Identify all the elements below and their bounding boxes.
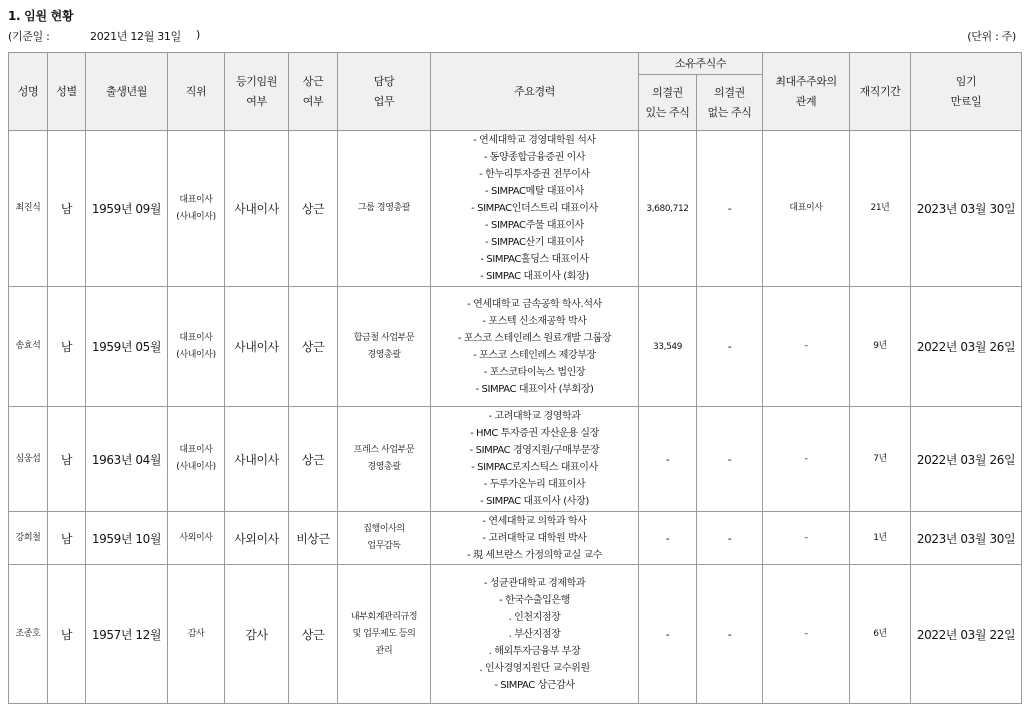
cell-position: 사외이사 [168, 512, 225, 565]
cell-term: 2022년 03월 26일 [911, 407, 1022, 512]
cell-relation: - [763, 287, 850, 407]
cell-duty: 내부회계관리규정 및 업무제도 등의 관리 [338, 565, 431, 704]
cell-tenure: 21년 [850, 131, 911, 287]
header-tenure: 재직기간 [850, 53, 911, 131]
cell-gender: 남 [48, 287, 86, 407]
cell-career: - 연세대학교 금속공학 학사.석사 - 포스텍 신소재공학 박사 - 포스코 스테인레스 원료개발 그룹장 - 포스코 스테인레스 제강부장 - 포스코타이녹스 법인장 - SIMPAC 대표이사 (부회장) [431, 287, 639, 407]
header-term: 임기 만료일 [911, 53, 1022, 131]
executive-table [8, 52, 1022, 704]
cell-position: 대표이사 (사내이사) [168, 407, 225, 512]
base-date [8, 28, 200, 44]
table-row [9, 565, 1022, 704]
cell-tenure: 1년 [850, 512, 911, 565]
cell-registered: 사외이사 [225, 512, 289, 565]
cell-name: 조종호 [9, 565, 48, 704]
cell-relation: 대표이사 [763, 131, 850, 287]
cell-position: 대표이사 (사내이사) [168, 131, 225, 287]
cell-career: - 성균관대학교 경제학과 - 한국수출입은행 . 인천지점장 . 부산지점장 . 해외투자금융부 부장 . 인사경영지원단 교수위원 - SIMPAC 상근감사 [431, 565, 639, 704]
cell-fulltime: 비상근 [289, 512, 338, 565]
cell-career: - 연세대학교 의학과 학사 - 고려대학교 대학원 박사 - 現 세브란스 가정의학교실 교수 [431, 512, 639, 565]
cell-name: 송효석 [9, 287, 48, 407]
table-row [9, 287, 1022, 407]
cell-name: 심웅섭 [9, 407, 48, 512]
unit-label: (단위 : 주) [967, 30, 1016, 43]
base-date-close: ) [196, 28, 200, 41]
cell-gender: 남 [48, 131, 86, 287]
cell-voting: - [639, 512, 697, 565]
cell-tenure: 7년 [850, 407, 911, 512]
cell-fulltime: 상근 [289, 287, 338, 407]
cell-name: 강희철 [9, 512, 48, 565]
cell-voting: 33,549 [639, 287, 697, 407]
base-date-value: 2021년 12월 31일 [90, 30, 181, 43]
cell-nonvoting: - [697, 287, 763, 407]
cell-nonvoting: - [697, 131, 763, 287]
cell-relation: - [763, 565, 850, 704]
cell-duty: 합금철 사업부문 경영총괄 [338, 287, 431, 407]
header-shares: 소유주식수 [639, 53, 763, 75]
cell-birth: 1959년 05월 [86, 287, 168, 407]
header-nonvoting: 의결권 없는 주식 [697, 75, 763, 131]
cell-term: 2023년 03월 30일 [911, 512, 1022, 565]
cell-nonvoting: - [697, 512, 763, 565]
cell-fulltime: 상근 [289, 407, 338, 512]
cell-nonvoting: - [697, 565, 763, 704]
header-relation: 최대주주와의 관계 [763, 53, 850, 131]
header-name: 성명 [9, 53, 48, 131]
header-duty: 담당 업무 [338, 53, 431, 131]
cell-tenure: 6년 [850, 565, 911, 704]
cell-fulltime: 상근 [289, 131, 338, 287]
table-row [9, 131, 1022, 287]
cell-relation: - [763, 407, 850, 512]
cell-birth: 1959년 10월 [86, 512, 168, 565]
cell-position: 대표이사 (사내이사) [168, 287, 225, 407]
cell-name: 최진식 [9, 131, 48, 287]
cell-relation: - [763, 512, 850, 565]
cell-birth: 1959년 09월 [86, 131, 168, 287]
cell-registered: 감사 [225, 565, 289, 704]
cell-voting: 3,680,712 [639, 131, 697, 287]
cell-career: - 고려대학교 경영학과 - HMC 투자증권 자산운용 실장 - SIMPAC 경영지원/구매부문장 - SIMPAC로지스틱스 대표이사 - 두루가온누리 대표이사 - SIMPAC 대표이사 (사장) [431, 407, 639, 512]
cell-term: 2023년 03월 30일 [911, 131, 1022, 287]
cell-duty: 프레스 사업부문 경영총괄 [338, 407, 431, 512]
cell-birth: 1963년 04월 [86, 407, 168, 512]
cell-tenure: 9년 [850, 287, 911, 407]
cell-gender: 남 [48, 565, 86, 704]
table-row [9, 407, 1022, 512]
base-date-label: (기준일 : [8, 30, 50, 43]
cell-term: 2022년 03월 26일 [911, 287, 1022, 407]
header-fulltime: 상근 여부 [289, 53, 338, 131]
cell-birth: 1957년 12월 [86, 565, 168, 704]
cell-duty: 그룹 경영총괄 [338, 131, 431, 287]
cell-nonvoting: - [697, 407, 763, 512]
section-title: 1. 임원 현황 [8, 9, 74, 23]
table-row [9, 512, 1022, 565]
cell-duty: 집행이사의 업무감독 [338, 512, 431, 565]
header-career: 주요경력 [431, 53, 639, 131]
header-gender: 성별 [48, 53, 86, 131]
cell-registered: 사내이사 [225, 287, 289, 407]
cell-term: 2022년 03월 22일 [911, 565, 1022, 704]
cell-voting: - [639, 565, 697, 704]
cell-registered: 사내이사 [225, 407, 289, 512]
cell-registered: 사내이사 [225, 131, 289, 287]
header-birth: 출생년월 [86, 53, 168, 131]
header-voting: 의결권 있는 주식 [639, 75, 697, 131]
cell-gender: 남 [48, 512, 86, 565]
cell-voting: - [639, 407, 697, 512]
cell-career: - 연세대학교 경영대학원 석사 - 동양종합금융증권 이사 - 한누리투자증권 전무이사 - SIMPAC메탈 대표이사 - SIMPAC인더스트리 대표이사 - SIMPAC주물 대표이사 - SIMPAC산기 대표이사 - SIMPAC홀딩스 대표이사 - SIMPAC 대표이사 (회장) [431, 131, 639, 287]
cell-gender: 남 [48, 407, 86, 512]
header-position: 직위 [168, 53, 225, 131]
header-registered: 등기임원 여부 [225, 53, 289, 131]
cell-position: 감사 [168, 565, 225, 704]
cell-fulltime: 상근 [289, 565, 338, 704]
